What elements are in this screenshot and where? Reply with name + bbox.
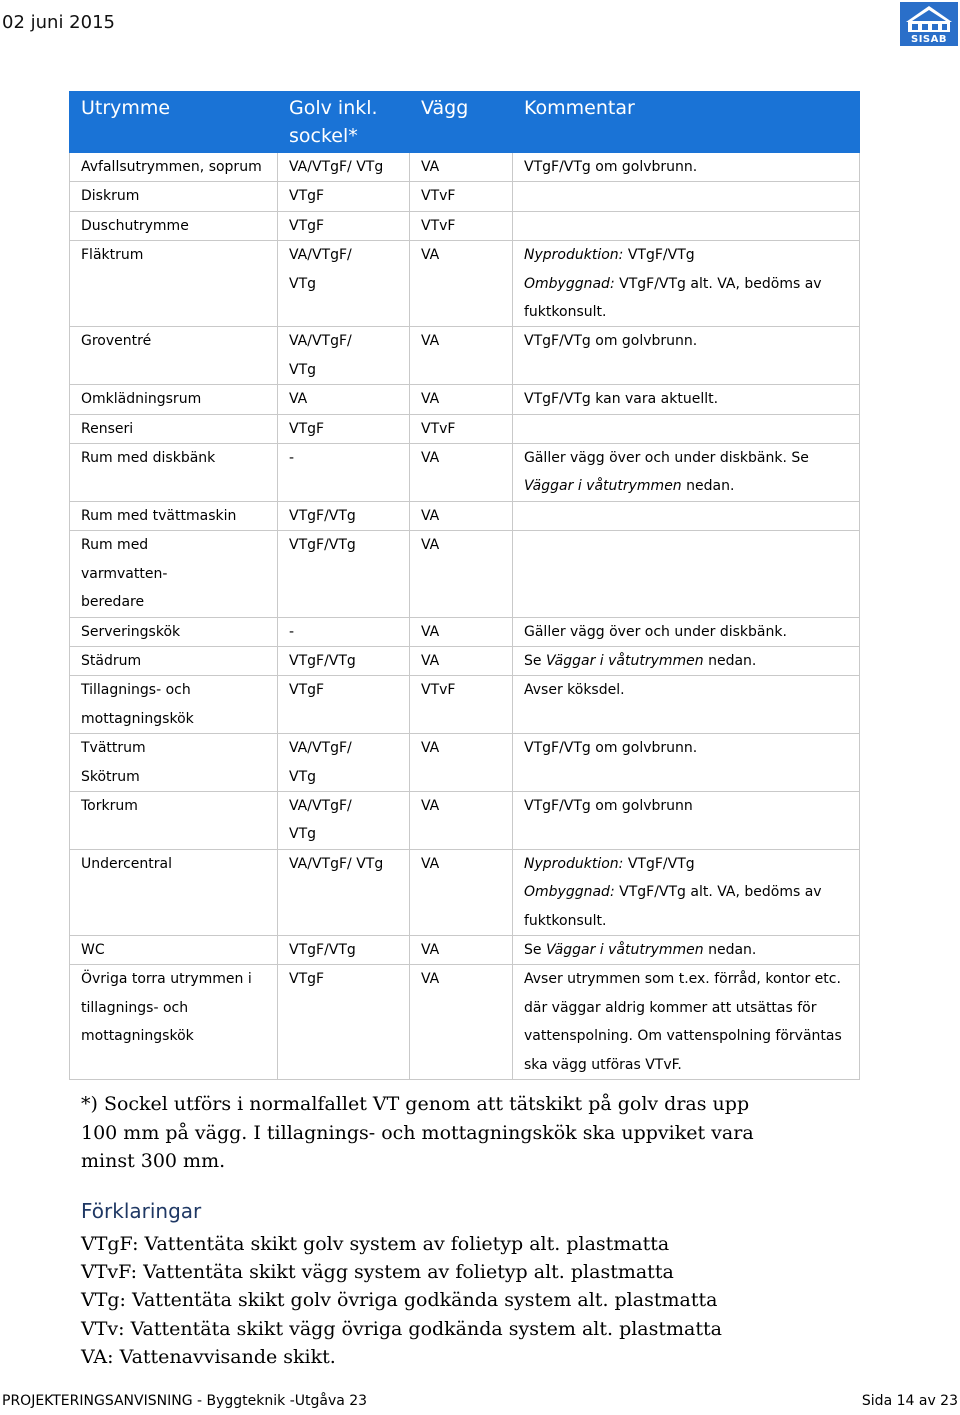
table-row — [70, 211, 860, 240]
table-row — [70, 444, 860, 502]
comment-cell: VTgF/VTg om golvbrunn. — [513, 153, 860, 182]
comment-cell: Nyproduktion: VTgF/VTg Ombyggnad: VTgF/VTg alt. VA, bedöms av fuktkonsult. — [513, 849, 860, 935]
explanation-item: VA: Vattenavvisande skikt. — [81, 1345, 336, 1368]
table-row — [70, 646, 860, 675]
floor-cell: - — [278, 617, 410, 646]
wall-cell: VA — [410, 153, 513, 182]
comment-cell: VTgF/VTg kan vara aktuellt. — [513, 385, 860, 414]
comment-cell: Avser utrymmen som t.ex. förråd, kontor etc. där väggar aldrig kommer att utsättas för vattenspolning. Om vattenspolning förväntas ska vägg utföras VTvF. — [513, 965, 860, 1080]
comment-cell: VTgF/VTg om golvbrunn — [513, 791, 860, 849]
floor-cell: VA/VTgF/ VTg — [278, 849, 410, 935]
room-cell: Diskrum — [70, 182, 278, 211]
room-cell: Duschutrymme — [70, 211, 278, 240]
wall-cell: VA — [410, 849, 513, 935]
explanation-item: VTg: Vattentäta skikt golv övriga godkända system alt. plastmatta — [81, 1289, 718, 1312]
footer-document-title: PROJEKTERINGSANVISNING - Byggteknik -Utgåva 23 — [2, 1393, 368, 1409]
floor-cell: VTgF/VTg — [278, 646, 410, 675]
floor-cell: VTgF — [278, 676, 410, 734]
comment-cell: VTgF/VTg om golvbrunn. — [513, 327, 860, 385]
table-row — [70, 531, 860, 617]
comment-cell: Nyproduktion: VTgF/VTg Ombyggnad: VTgF/VTg alt. VA, bedöms av fuktkonsult. — [513, 241, 860, 327]
wall-cell: VA — [410, 965, 513, 1080]
floor-cell: VTgF — [278, 211, 410, 240]
floor-cell: VTgF — [278, 965, 410, 1080]
wall-cell: VA — [410, 385, 513, 414]
wall-cell: VA — [410, 646, 513, 675]
floor-cell: VTgF — [278, 182, 410, 211]
comment-cell: Avser köksdel. — [513, 676, 860, 734]
room-table — [69, 91, 860, 1080]
explanation-item: VTv: Vattentäta skikt vägg övriga godkända system alt. plastmatta — [81, 1317, 722, 1340]
comment-cell: Se Väggar i våtutrymmen nedan. — [513, 646, 860, 675]
logo-text: SISAB — [911, 34, 947, 45]
room-cell: Rum med tvättmaskin — [70, 501, 278, 530]
table-row — [70, 327, 860, 385]
floor-cell: VTgF/VTg — [278, 501, 410, 530]
explanations-list — [81, 1230, 722, 1371]
room-cell: Omklädningsrum — [70, 385, 278, 414]
column-header-comment: Kommentar — [513, 92, 860, 153]
comment-cell — [513, 531, 860, 617]
wall-cell: VA — [410, 531, 513, 617]
comment-cell: Se Väggar i våtutrymmen nedan. — [513, 935, 860, 964]
column-header-floor: Golv inkl. sockel* — [278, 92, 410, 153]
wall-cell: VTvF — [410, 414, 513, 443]
room-cell: Rum med varmvatten- beredare — [70, 531, 278, 617]
room-cell: Övriga torra utrymmen i tillagnings- och mottagningskök — [70, 965, 278, 1080]
wall-cell: VA — [410, 935, 513, 964]
floor-cell: VA/VTgF/ VTg — [278, 153, 410, 182]
room-cell: Renseri — [70, 414, 278, 443]
table-row — [70, 182, 860, 211]
wall-cell: VA — [410, 734, 513, 792]
table-row — [70, 935, 860, 964]
table-row — [70, 414, 860, 443]
footer-page-number: Sida 14 av 23 — [861, 1393, 958, 1409]
wall-cell: VA — [410, 327, 513, 385]
footnote: *) Sockel utförs i normalfallet VT genom att tätskikt på golv dras upp 100 mm på vägg. I tillagnings- och mottagningskök ska uppviket vara minst 300 mm. — [81, 1093, 754, 1172]
table-row — [70, 965, 860, 1080]
floor-cell: - — [278, 444, 410, 502]
floor-cell: VTgF/VTg — [278, 935, 410, 964]
table-row — [70, 153, 860, 182]
wall-cell: VTvF — [410, 182, 513, 211]
wall-cell: VA — [410, 617, 513, 646]
floor-cell: VTgF — [278, 414, 410, 443]
room-cell: Serveringskök — [70, 617, 278, 646]
explanations-heading: Förklaringar — [81, 1199, 202, 1223]
wall-cell: VA — [410, 241, 513, 327]
wall-cell: VA — [410, 791, 513, 849]
room-cell: Tvättrum Skötrum — [70, 734, 278, 792]
floor-cell: VA/VTgF/ VTg — [278, 327, 410, 385]
room-cell: Städrum — [70, 646, 278, 675]
wall-cell: VTvF — [410, 676, 513, 734]
table-row — [70, 501, 860, 530]
room-cell: Groventré — [70, 327, 278, 385]
table-row — [70, 617, 860, 646]
wall-cell: VTvF — [410, 211, 513, 240]
explanation-item: VTgF: Vattentäta skikt golv system av folietyp alt. plastmatta — [81, 1233, 670, 1255]
table-row — [70, 385, 860, 414]
table-row — [70, 849, 860, 935]
room-cell: WC — [70, 935, 278, 964]
explanation-item: VTvF: Vattentäta skikt vägg system av folietyp alt. plastmatta — [81, 1261, 674, 1284]
floor-cell: VA/VTgF/ VTg — [278, 241, 410, 327]
table-row — [70, 241, 860, 327]
header-date: 02 juni 2015 — [2, 12, 115, 33]
floor-cell: VA/VTgF/ VTg — [278, 791, 410, 849]
room-cell: Rum med diskbänk — [70, 444, 278, 502]
floor-cell: VTgF/VTg — [278, 531, 410, 617]
table-row — [70, 676, 860, 734]
column-header-wall: Vägg — [410, 92, 513, 153]
comment-cell: Gäller vägg över och under diskbänk. Se Väggar i våtutrymmen nedan. — [513, 444, 860, 502]
column-header-room: Utrymme — [70, 92, 278, 153]
floor-cell: VA/VTgF/ VTg — [278, 734, 410, 792]
room-cell: Avfallsutrymmen, soprum — [70, 153, 278, 182]
room-cell: Torkrum — [70, 791, 278, 849]
comment-cell — [513, 182, 860, 211]
wall-cell: VA — [410, 444, 513, 502]
comment-cell — [513, 414, 860, 443]
table-header-row — [70, 92, 860, 153]
room-cell: Tillagnings- och mottagningskök — [70, 676, 278, 734]
room-cell: Fläktrum — [70, 241, 278, 327]
comment-cell — [513, 211, 860, 240]
wall-cell: VA — [410, 501, 513, 530]
room-cell: Undercentral — [70, 849, 278, 935]
comment-cell: Gäller vägg över och under diskbänk. — [513, 617, 860, 646]
table-row — [70, 734, 860, 792]
comment-cell — [513, 501, 860, 530]
table-row — [70, 791, 860, 849]
comment-cell: VTgF/VTg om golvbrunn. — [513, 734, 860, 792]
floor-cell: VA — [278, 385, 410, 414]
